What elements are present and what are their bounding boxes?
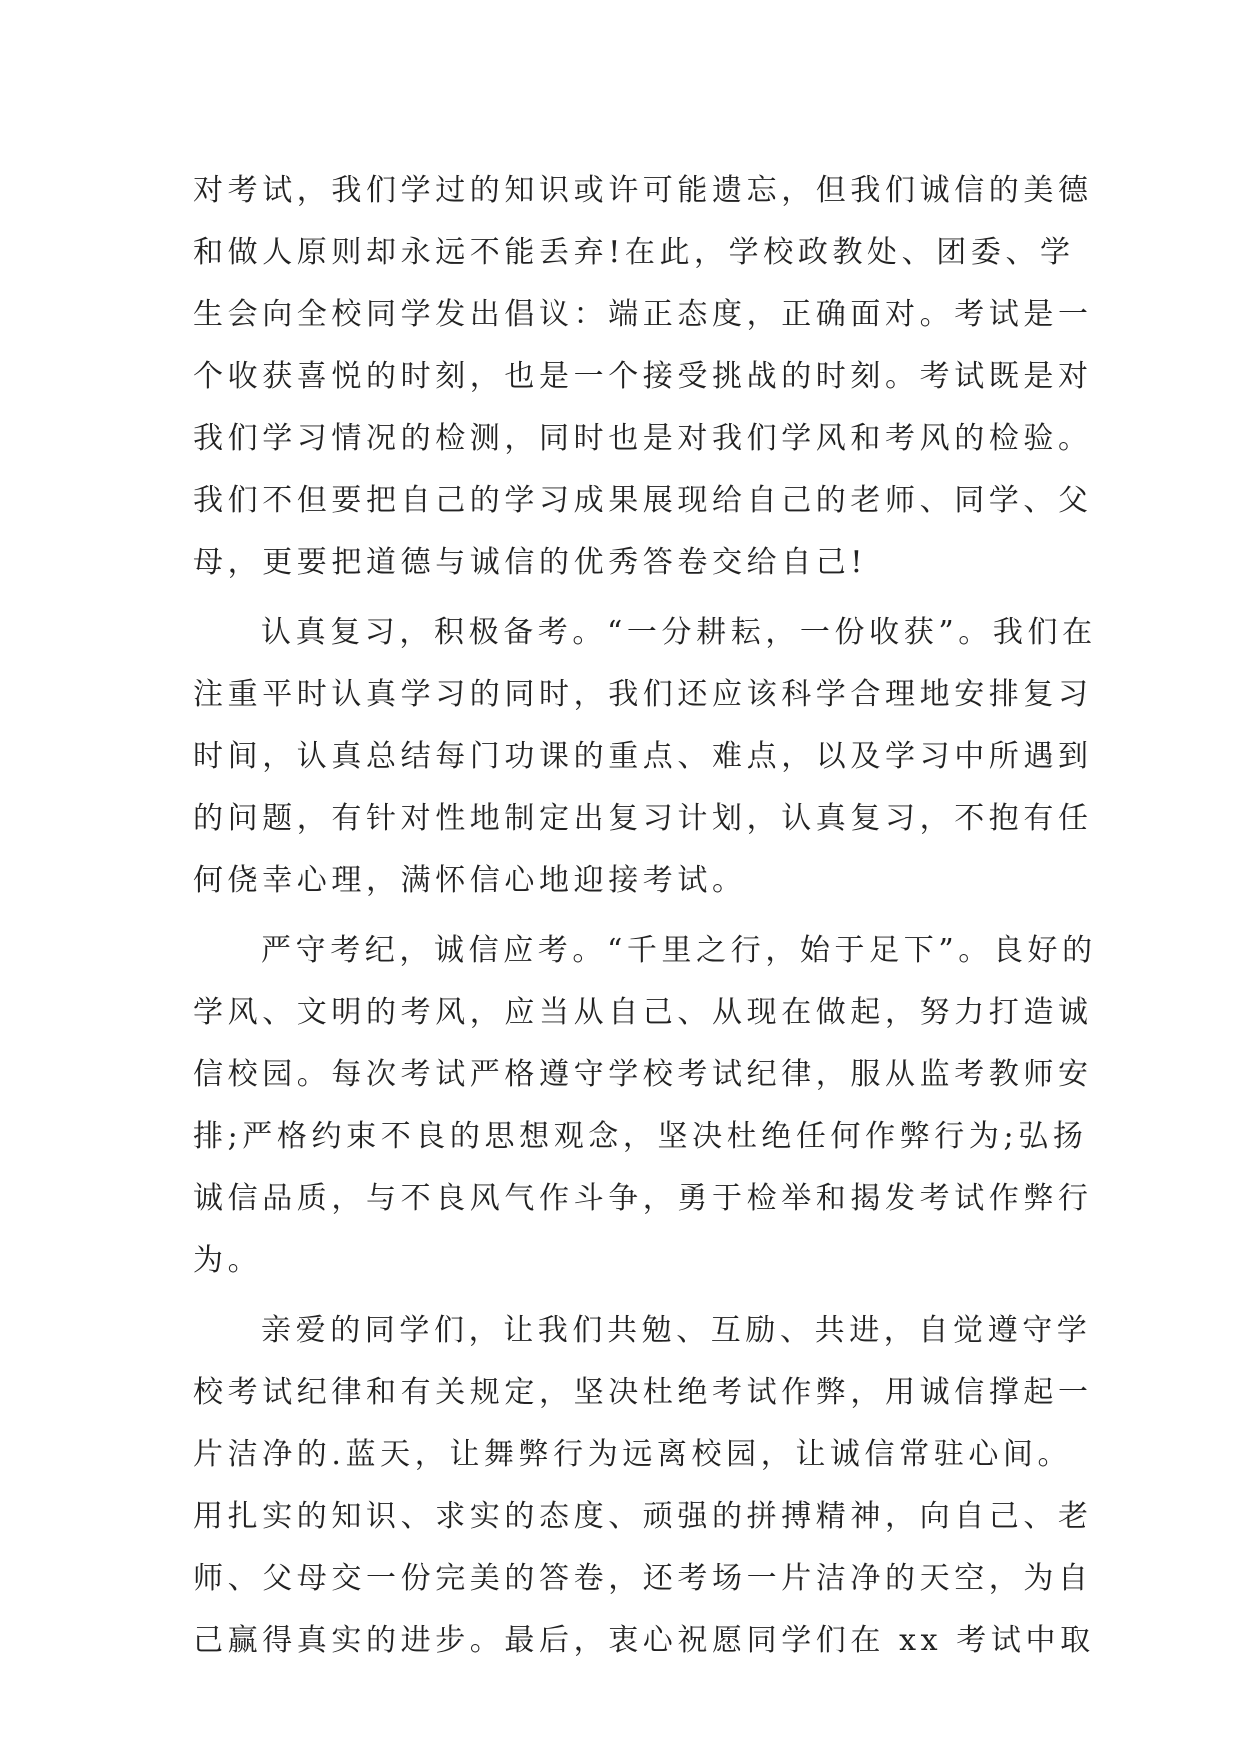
text-line: 个收获喜悦的时刻，也是一个接受挑战的时刻。考试既是对 <box>193 359 1093 394</box>
text-line: 我们学习情况的检测，同时也是对我们学风和考风的检验。 <box>193 421 1093 456</box>
text-line: 为。 <box>193 1243 263 1278</box>
text-line: 何侥幸心理，满怀信心地迎接考试。 <box>193 863 747 898</box>
paragraph-3 <box>193 920 1097 1292</box>
text-line: 学风、文明的考风，应当从自己、从现在做起，努力打造诚 <box>193 995 1093 1030</box>
text-line: 诚信品质，与不良风气作斗争，勇于检举和揭发考试作弊行 <box>193 1181 1093 1216</box>
text-line: 师、父母交一份完美的答卷，还考场一片洁净的天空，为自 <box>193 1561 1093 1596</box>
text-line: 排;严格约束不良的思想观念，坚决杜绝任何作弊行为;弘扬 <box>193 1119 1088 1154</box>
text-line: 用扎实的知识、求实的态度、顽强的拼搏精神，向自己、老 <box>193 1499 1093 1534</box>
text-line: 的问题，有针对性地制定出复习计划，认真复习，不抱有任 <box>193 801 1093 836</box>
text-line: 和做人原则却永远不能丢弃!在此，学校政教处、团委、学 <box>193 235 1075 270</box>
text-line: 片洁净的.蓝天，让舞弊行为远离校园，让诚信常驻心间。 <box>193 1437 1073 1472</box>
document-body <box>193 160 1097 1672</box>
text-line: 严守考纪，诚信应考。“千里之行，始于足下”。良好的 <box>261 933 1097 968</box>
paragraph-1 <box>193 160 1093 594</box>
text-line: 亲爱的同学们，让我们共勉、互励、共进，自觉遵守学 <box>261 1313 1092 1348</box>
text-line: 注重平时认真学习的同时，我们还应该科学合理地安排复习 <box>193 677 1093 712</box>
paragraph-gap <box>193 912 1053 920</box>
text-line: 母，更要把道德与诚信的优秀答卷交给自己! <box>193 545 868 580</box>
text-line: 己赢得真实的进步。最后，衷心祝愿同学们在 xx 考试中取 <box>193 1623 1095 1658</box>
paragraph-gap <box>193 1292 1053 1300</box>
text-line: 时间，认真总结每门功课的重点、难点，以及学习中所遇到 <box>193 739 1093 774</box>
text-line: 生会向全校同学发出倡议：端正态度，正确面对。考试是一 <box>193 297 1093 332</box>
text-line: 对考试，我们学过的知识或许可能遗忘，但我们诚信的美德 <box>193 173 1093 208</box>
text-line: 信校园。每次考试严格遵守学校考试纪律，服从监考教师安 <box>193 1057 1093 1092</box>
paragraph-4 <box>193 1300 1095 1672</box>
text-line: 校考试纪律和有关规定，坚决杜绝考试作弊，用诚信撑起一 <box>193 1375 1093 1410</box>
paragraph-2 <box>193 602 1097 912</box>
text-line: 认真复习，积极备考。“一分耕耘，一份收获”。我们在 <box>261 615 1097 650</box>
paragraph-gap <box>193 594 1053 602</box>
text-line: 我们不但要把自己的学习成果展现给自己的老师、同学、父 <box>193 483 1093 518</box>
